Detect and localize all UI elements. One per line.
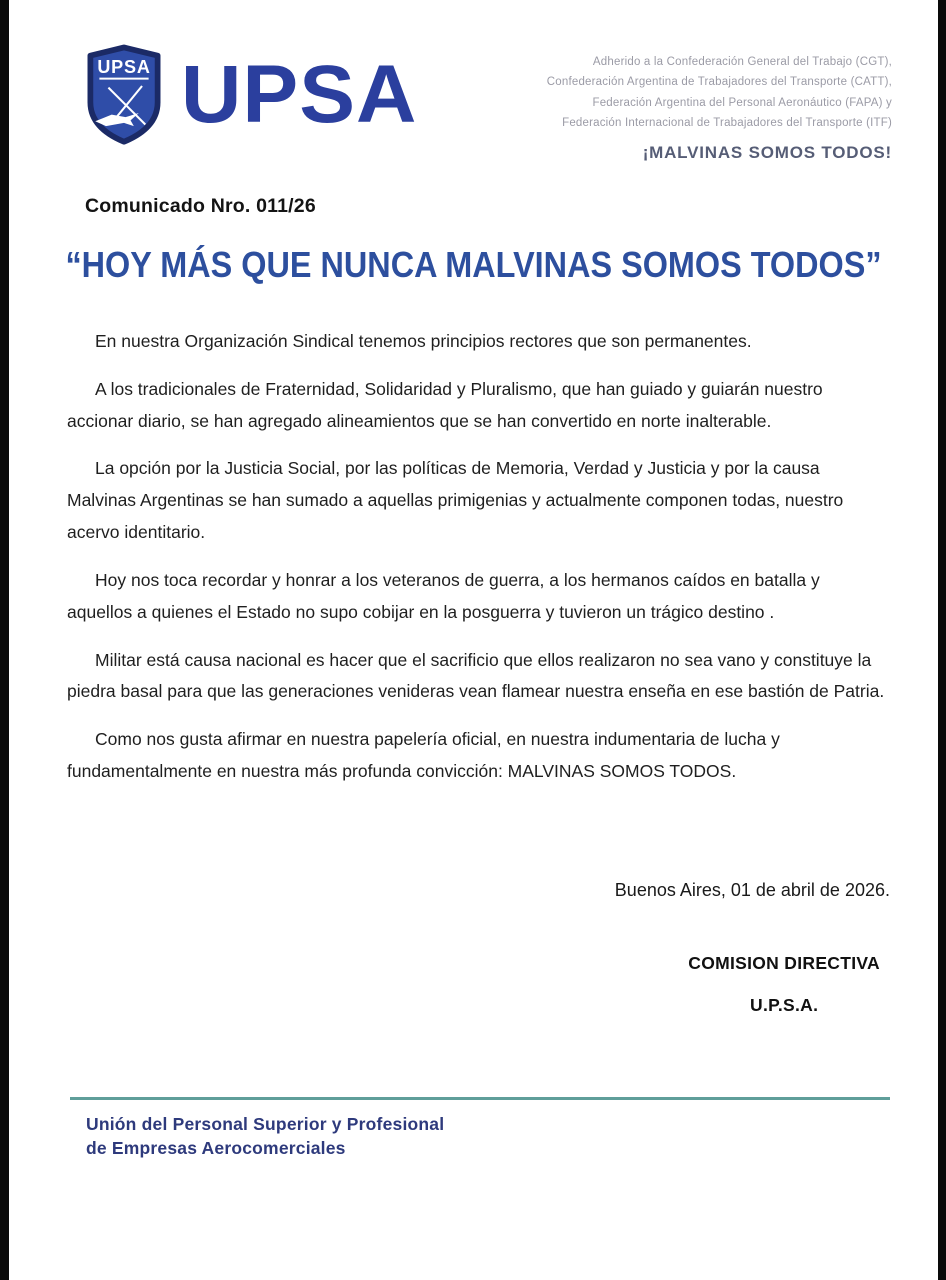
affiliation-line: Adherido a la Confederación General del Trabajo (CGT), — [592, 56, 892, 68]
shield-wordmark: UPSA — [97, 56, 151, 77]
body-paragraph: En nuestra Organización Sindical tenemos principios rectores que son permanentes. — [95, 330, 752, 351]
dateline: Buenos Aires, 01 de abril de 2026. — [614, 880, 890, 900]
affiliation-line: Federación Internacional de Trabajadores del Transporte (ITF) — [562, 117, 892, 130]
affiliation-line: Federación Argentina del Personal Aeronáutico (FAPA) y — [592, 96, 892, 109]
organization-name-line1: Unión del Personal Superior y Profesional — [86, 1114, 445, 1134]
affiliation-line: Confederación Argentina de Trabajadores del Transporte (CATT), — [546, 76, 892, 89]
body-paragraph: A los tradicionales de Fraternidad, Solidaridad y Pluralismo, que han guiado y guiarán nuestro accionar diario, se han agregado alineamientos que se han convertido en norte inalterable. — [67, 378, 823, 431]
letterfoot — [70, 1097, 890, 1160]
body-paragraph: Hoy nos toca recordar y honrar a los veteranos de guerra, a los hermanos caídos en batalla y aquellos a quienes el Estado no supo cobijar en la posguerra y tuvieron un trágico destino . — [67, 569, 820, 622]
signature-block — [9, 953, 938, 1016]
organization-name-line2: de Empresas Aerocomerciales — [86, 1137, 346, 1158]
page-title: “HOY MÁS QUE NUNCA MALVINAS SOMOS TODOS” — [65, 243, 882, 285]
upsa-brand — [83, 44, 418, 146]
upsa-wordmark: UPSA — [181, 49, 418, 141]
body-paragraph: La opción por la Justicia Social, por las políticas de Memoria, Verdad y Justicia y por la causa Malvinas Argentinas se han sumado a aquellas primigenias y actualmente componen todas, nuestro acervo identitario. — [67, 458, 844, 543]
letterhead — [9, 0, 938, 163]
signature-comision: COMISION DIRECTIVA — [688, 953, 880, 973]
communique-reference: Comunicado Nro. 011/26 — [85, 194, 316, 217]
affiliations-block — [547, 44, 892, 163]
body-paragraph: Militar está causa nacional es hacer que el sacrificio que ellos realizaron no sea vano y constituye la piedra basal para que las generaciones venideras vean flamear nuestra enseña en ese bastión de Patria. — [67, 649, 885, 702]
document-body — [9, 326, 938, 788]
malvinas-slogan: ¡MALVINAS SOMOS TODOS! — [642, 142, 892, 162]
body-paragraph: Como nos gusta afirmar en nuestra papelería oficial, en nuestra indumentaria de lucha y fundamentalmente en nuestra más profunda convicción: MALVINAS SOMOS TODOS. — [67, 729, 780, 782]
upsa-shield-logo — [83, 44, 165, 146]
signature-upsa: U.P.S.A. — [750, 995, 819, 1015]
footer-divider — [70, 1097, 890, 1100]
organization-name — [86, 1113, 890, 1160]
